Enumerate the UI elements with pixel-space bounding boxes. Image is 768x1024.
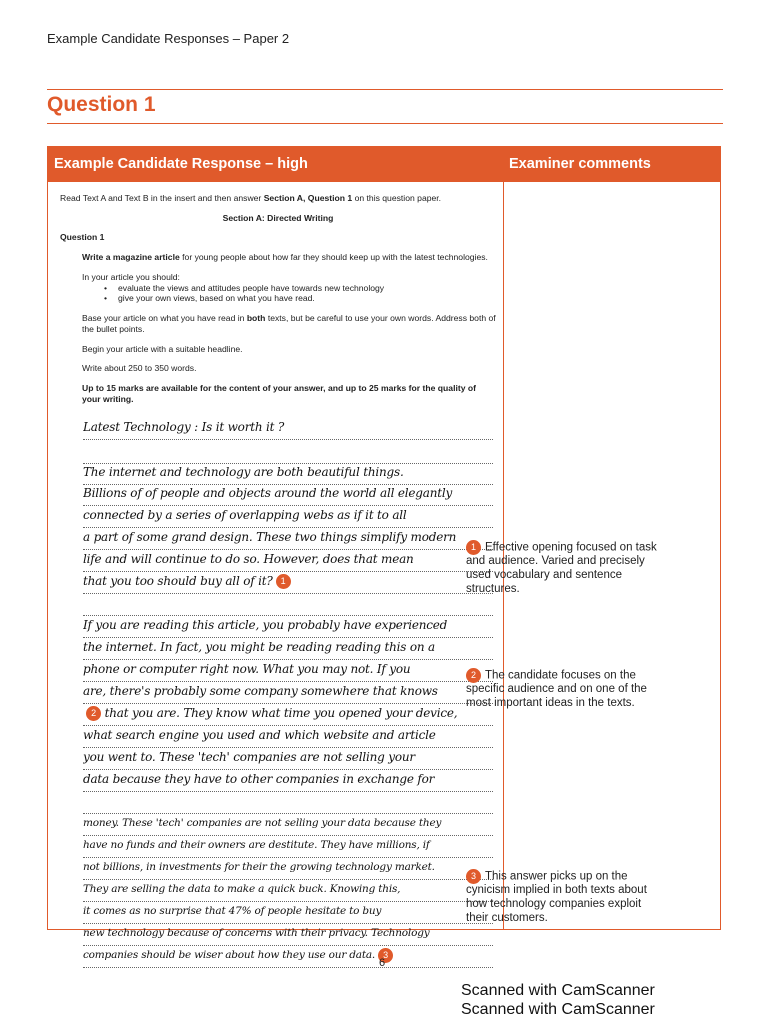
handwritten-line: the internet. In fact, you might be reading reading this on a <box>83 637 493 660</box>
prompt-intro: Read Text A and Text B in the insert and then answer Section A, Question 1 on this question paper. <box>60 193 442 203</box>
handwritten-line: companies should be wiser about how they use our data. 3 <box>83 945 493 968</box>
handwritten-line: life and will continue to do so. However, does that mean <box>83 549 493 572</box>
response-table <box>47 146 721 961</box>
comment-marker-2: 2 <box>466 668 481 683</box>
handwritten-line: money. These 'tech' companies are not selling your data because they <box>83 813 493 836</box>
handwritten-line: They are selling the data to make a quick buck. Knowing this, <box>83 879 493 902</box>
handwritten-line <box>83 791 493 814</box>
handwritten-line: If you are reading this article, you probably have experienced <box>83 615 493 638</box>
base-instruction: Base your article on what you have read in both texts, but be careful to use your own words. Address both of the bullet points. <box>82 313 496 334</box>
page-title: Question 1 <box>47 93 156 116</box>
handwritten-line: connected by a series of overlapping webs as if it to all <box>83 505 493 528</box>
handwritten-line: what search engine you used and which website and article <box>83 725 493 748</box>
comment-marker-3: 3 <box>466 869 481 884</box>
bullet-item: • evaluate the views and attitudes people have towards new technology <box>104 283 496 294</box>
page-number: 6 <box>379 957 386 969</box>
table-header-row <box>48 147 720 182</box>
scan-watermark: Scanned with CamScanner <box>461 982 655 999</box>
handwritten-line: a part of some grand design. These two things simplify modern <box>83 527 493 550</box>
header-rule <box>47 89 723 90</box>
examiner-comment-1: 1 Effective opening focused on task and audience. Varied and precisely used vocabulary and sentence structures. <box>466 541 657 595</box>
instructions-list: In your article you should: • evaluate the views and attitudes people have towards new technology • give your own views, based on what you have read. <box>60 272 496 304</box>
comment-marker-2: 2 <box>86 706 101 721</box>
handwritten-line <box>83 593 493 616</box>
title-rule <box>47 123 723 124</box>
scan-watermark: Scanned with CamScanner <box>461 1001 655 1018</box>
handwritten-line: Latest Technology : Is it worth it ? <box>83 417 493 440</box>
question-prompt <box>60 193 496 414</box>
comment-marker-1: 1 <box>466 540 481 555</box>
running-head: Example Candidate Responses – Paper 2 <box>47 31 290 46</box>
handwritten-line: data because they have to other companies in exchange for <box>83 769 493 792</box>
handwritten-line: phone or computer right now. What you may not. If you <box>83 659 493 682</box>
handwritten-line: The internet and technology are both beautiful things. <box>83 462 493 485</box>
handwritten-line: that you too should buy all of it? 1 <box>83 571 493 594</box>
handwritten-line: are, there's probably some company somewhere that knows <box>83 681 493 704</box>
handwritten-line <box>83 441 493 464</box>
handwritten-line: it comes as no surprise that 47% of people hesitate to buy <box>83 901 493 924</box>
handwritten-line: have no funds and their owners are destitute. They have millions, if <box>83 835 493 858</box>
examiner-comment-2: 2 The candidate focuses on the specific audience and on one of the most important ideas in the texts. <box>466 669 647 710</box>
handwritten-line: new technology because of concerns with their privacy. Technology <box>83 923 493 946</box>
comment-marker-1: 1 <box>276 574 291 589</box>
section-heading: Section A: Directed Writing <box>222 212 334 223</box>
headline-instruction: Begin your article with a suitable headline. <box>82 343 243 354</box>
marks-instruction: Up to 15 marks are available for the content of your answer, and up to 25 marks for the quality of your writing. <box>82 383 476 404</box>
task-text: Write a magazine article for young people about how far they should keep up with the latest technologies. <box>82 252 488 263</box>
comments-heading: Examiner comments <box>509 156 651 172</box>
comment-marker-3: 3 <box>378 948 393 963</box>
handwritten-line: Billions of of people and objects around the world all elegantly <box>83 483 493 506</box>
handwritten-line: 2 that you are. They know what time you opened your device, <box>83 703 493 726</box>
response-heading: Example Candidate Response – high <box>54 156 308 172</box>
question-label: Question 1 <box>60 232 105 243</box>
examiner-comment-3: 3 This answer picks up on the cynicism implied in both texts about how technology companies exploit their customers. <box>466 870 647 924</box>
handwritten-line: you went to. These 'tech' companies are not selling your <box>83 747 493 770</box>
bullet-item: • give your own views, based on what you have read. <box>104 293 496 304</box>
word-count-instruction: Write about 250 to 350 words. <box>82 363 197 374</box>
handwritten-line: not billions, in investments for their the growing technology market. <box>83 857 493 880</box>
